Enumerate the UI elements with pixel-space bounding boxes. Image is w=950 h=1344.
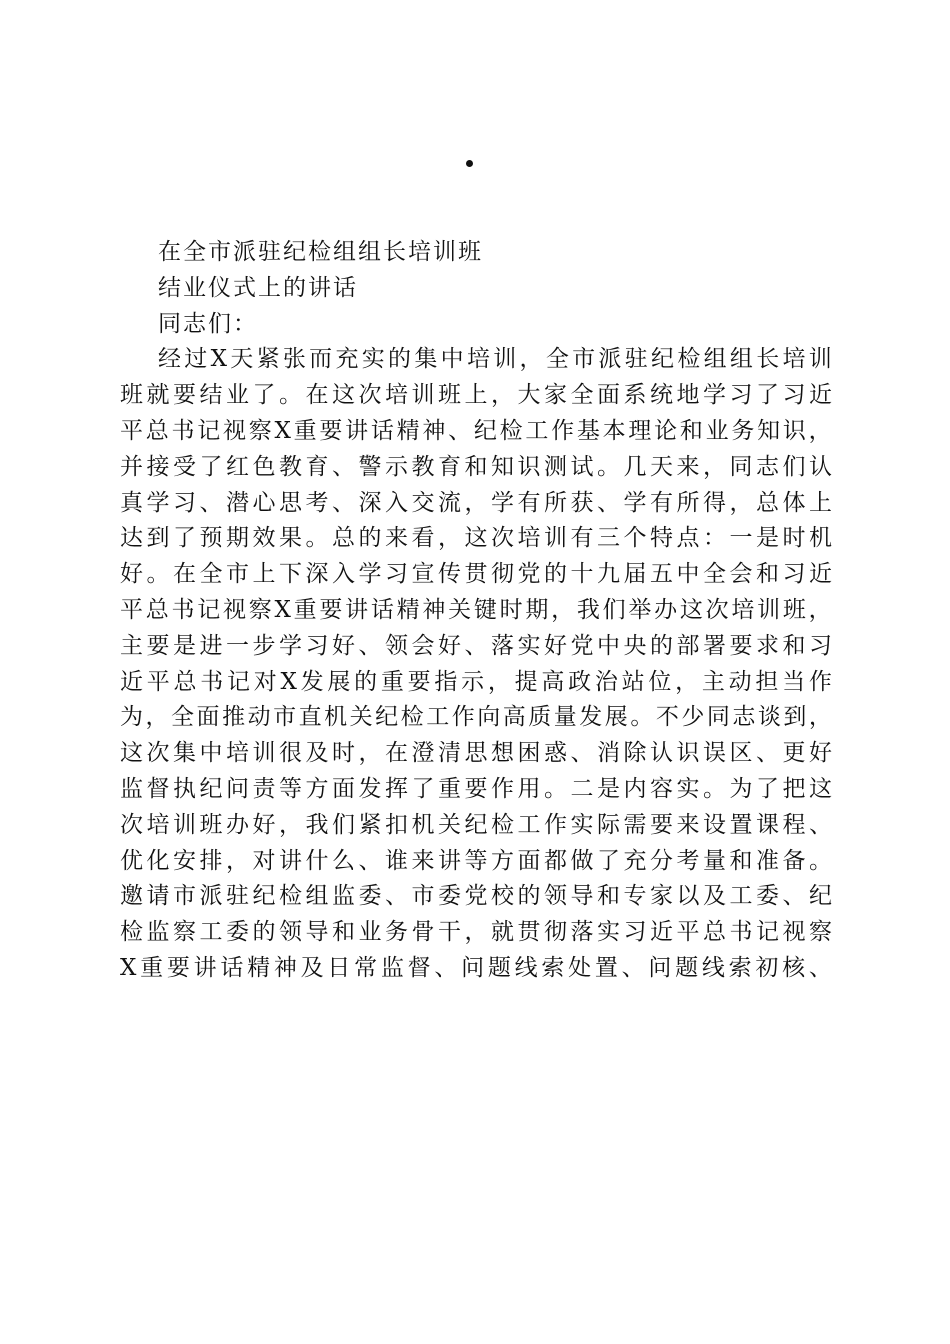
paragraph-line: 监 督 执 纪 问 责 等 方 面 发 挥 了 重 要 作 用 。 二 是 内 容 实 。 为 了 把 这 <box>120 775 832 802</box>
paragraph-line: 检 监 察 工 委 的 领 导 和 业 务 骨 干 ， 就 贯 彻 落 实 习 近 平 总 书 记 视 察 <box>120 919 832 946</box>
paragraph-line: 主 要 是 进 一 步 学 习 好 、 领 会 好 、 落 实 好 党 中 央 的 部 署 要 求 和 习 <box>120 632 832 659</box>
paragraph-line: 邀 请 市 派 驻 纪 检 组 监 委 、 市 委 党 校 的 领 导 和 专 家 以 及 工 委 、 纪 <box>120 883 832 910</box>
document-body <box>120 235 832 987</box>
speech-paragraph <box>120 342 832 986</box>
header-bullet-mark <box>466 160 473 167</box>
speech-title-line-2: 结业仪式上的讲话 <box>158 274 358 301</box>
paragraph-line: 平 总 书 记 视 察 X 重 要 讲 话 精 神 、 纪 检 工 作 基 本 理 论 和 业 务 知 识 ， <box>120 417 832 444</box>
paragraph-line: 平 总 书 记 视 察 X 重 要 讲 话 精 神 关 键 时 期 ， 我 们 举 办 这 次 培 训 班 ， <box>120 596 832 623</box>
paragraph-line: 并 接 受 了 红 色 教 育 、 警 示 教 育 和 知 识 测 试 。 几 天 来 ， 同 志 们 认 <box>120 453 832 480</box>
paragraph-line: X 重 要 讲 话 精 神 及 日 常 监 督 、 问 题 线 索 处 置 、 问 题 线 索 初 核 、 <box>120 954 832 981</box>
paragraph-line: 真 学 习 、 潜 心 思 考 、 深 入 交 流 ， 学 有 所 获 、 学 有 所 得 ， 总 体 上 <box>120 489 832 516</box>
paragraph-line: 好 。 在 全 市 上 下 深 入 学 习 宣 传 贯 彻 党 的 十 九 届 五 中 全 会 和 习 近 <box>120 561 832 588</box>
paragraph-line: 优 化 安 排 ， 对 讲 什 么 、 谁 来 讲 等 方 面 都 做 了 充 分 考 量 和 准 备 。 <box>120 847 832 874</box>
paragraph-line: 经 过 X 天 紧 张 而 充 实 的 集 中 培 训 ， 全 市 派 驻 纪 检 组 组 长 培 训 <box>158 346 832 373</box>
paragraph-line: 达 到 了 预 期 效 果 。 总 的 来 看 ， 这 次 培 训 有 三 个 特 点 ： 一 是 时 机 <box>120 525 832 552</box>
paragraph-line: 次 培 训 班 办 好 ， 我 们 紧 扣 机 关 纪 检 工 作 实 际 需 要 来 设 置 课 程 、 <box>120 811 832 838</box>
paragraph-line: 这 次 集 中 培 训 很 及 时 ， 在 澄 清 思 想 困 惑 、 消 除 认 识 误 区 、 更 好 <box>120 740 832 767</box>
paragraph-line: 近 平 总 书 记 对 X 发 展 的 重 要 指 示 ， 提 高 政 治 站 位 ， 主 动 担 当 作 <box>120 668 832 695</box>
paragraph-line: 为 ， 全 面 推 动 市 直 机 关 纪 检 工 作 向 高 质 量 发 展 。 不 少 同 志 谈 到 ， <box>120 704 832 731</box>
salutation: 同志们： <box>158 310 258 337</box>
paragraph-line: 班 就 要 结 业 了 。 在 这 次 培 训 班 上 ， 大 家 全 面 系 统 地 学 习 了 习 近 <box>120 382 832 409</box>
speech-title-line-1: 在全市派驻纪检组组长培训班 <box>158 239 483 265</box>
